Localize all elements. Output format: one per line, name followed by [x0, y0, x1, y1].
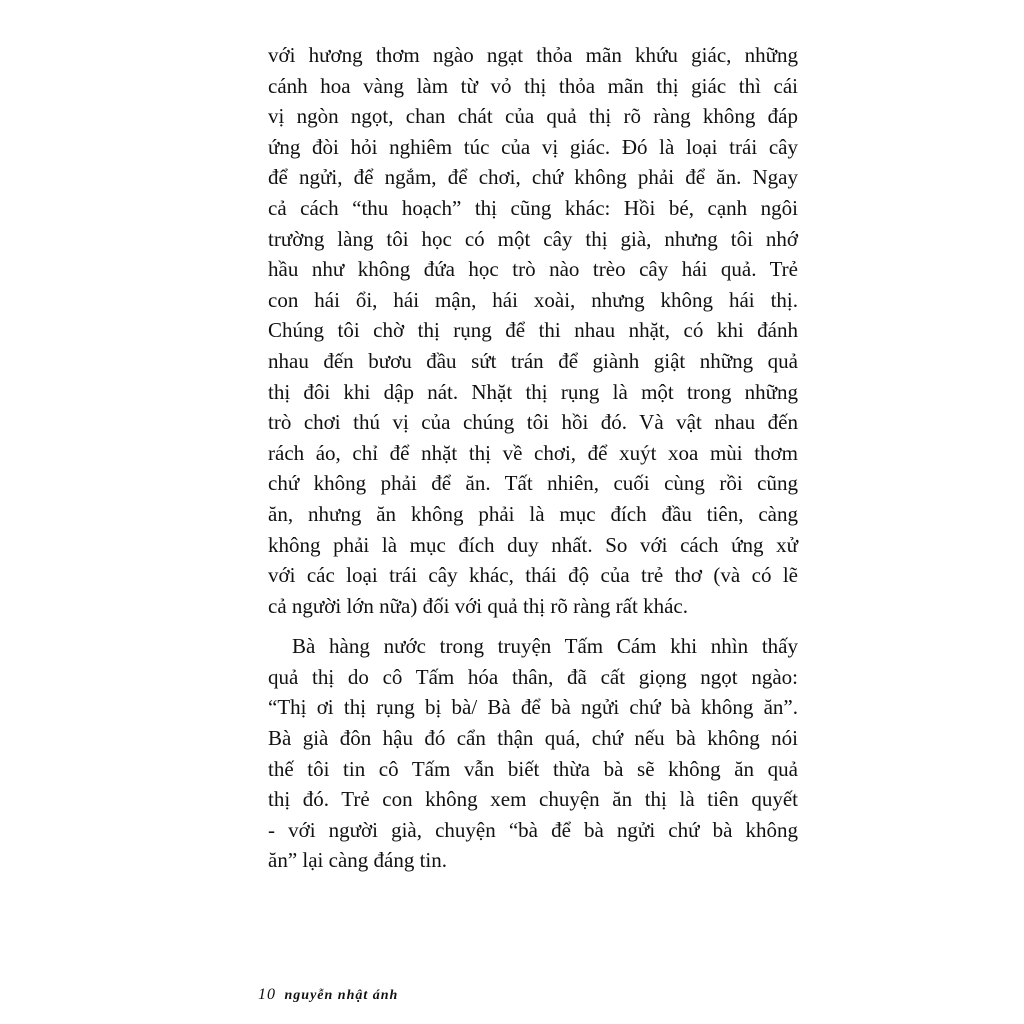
text-line: thị đôi khi dập nát. Nhặt thị rụng là một trong những [268, 379, 798, 404]
text-line: vị ngòn ngọt, chan chát của quả thị rõ ràng không đáp [268, 104, 798, 129]
text-line: cả cách “thu hoạch” thị cũng khác: Hồi bé, cạnh ngôi [268, 195, 798, 220]
text-line: trò chơi thú vị của chúng tôi hồi đó. Và vật nhau đến [268, 410, 798, 435]
text-line: ăn, nhưng ăn không phải là mục đích đầu tiên, càng [268, 501, 798, 526]
paragraph-spacer [268, 621, 798, 631]
text-line: để ngửi, để ngắm, để chơi, chứ không phải để ăn. Ngay [268, 165, 798, 190]
text-line: trường làng tôi học có một cây thị già, nhưng tôi nhớ [268, 226, 798, 251]
text-line: với hương thơm ngào ngạt thỏa mãn khứu giác, những [268, 43, 798, 67]
text-line: nhau đến bươu đầu sứt trán để giành giật những quả [268, 348, 798, 373]
text-line: không phải là mục đích duy nhất. So với cách ứng xử [268, 532, 798, 557]
text-line: ứng đòi hỏi nghiêm túc của vị giác. Đó là loại trái cây [268, 134, 798, 159]
text-line: - với người già, chuyện “bà để bà ngửi chứ bà không [268, 817, 798, 842]
text-line: “Thị ơi thị rụng bị bà/ Bà để bà ngửi chứ bà không ăn”. [268, 695, 798, 720]
text-line: cả người lớn nữa) đối với quả thị rõ ràng rất khác. [268, 593, 688, 618]
page-number: 10 [258, 986, 276, 1003]
paragraph-1 [268, 40, 798, 621]
text-line: chứ không phải để ăn. Tất nhiên, cuối cùng rồi cũng [268, 471, 798, 496]
text-line: cánh hoa vàng làm từ vỏ thị thỏa mãn thị giác thì cái [268, 73, 798, 98]
text-line: với các loại trái cây khác, thái độ của trẻ thơ (và có lẽ [268, 563, 798, 588]
text-line: hầu như không đứa học trò nào trèo cây hái quả. Trẻ [268, 257, 798, 282]
text-line: quả thị do cô Tấm hóa thân, đã cất giọng ngọt ngào: [268, 664, 798, 689]
page-footer [258, 986, 398, 1004]
text-line: Bà già đôn hậu đó cẩn thận quá, chứ nếu bà không nói [268, 726, 798, 751]
body-text [268, 40, 798, 876]
text-line: Chúng tôi chờ thị rụng để thi nhau nhặt, có khi đánh [268, 318, 798, 343]
text-line: thế tôi tin cô Tấm vẫn biết thừa bà sẽ không ăn quả [268, 756, 798, 781]
text-line: con hái ổi, hái mận, hái xoài, nhưng không hái thị. [268, 287, 798, 312]
paragraph-2 [268, 631, 798, 876]
author-name: nguyễn nhật ánh [284, 988, 399, 1003]
text-line: rách áo, chỉ để nhặt thị về chơi, để xuýt xoa mùi thơm [268, 440, 798, 465]
text-line: Bà hàng nước trong truyện Tấm Cám khi nhìn thấy [292, 634, 798, 659]
text-line: ăn” lại càng đáng tin. [268, 848, 448, 873]
text-line: thị đó. Trẻ con không xem chuyện ăn thị là tiên quyết [268, 787, 798, 812]
